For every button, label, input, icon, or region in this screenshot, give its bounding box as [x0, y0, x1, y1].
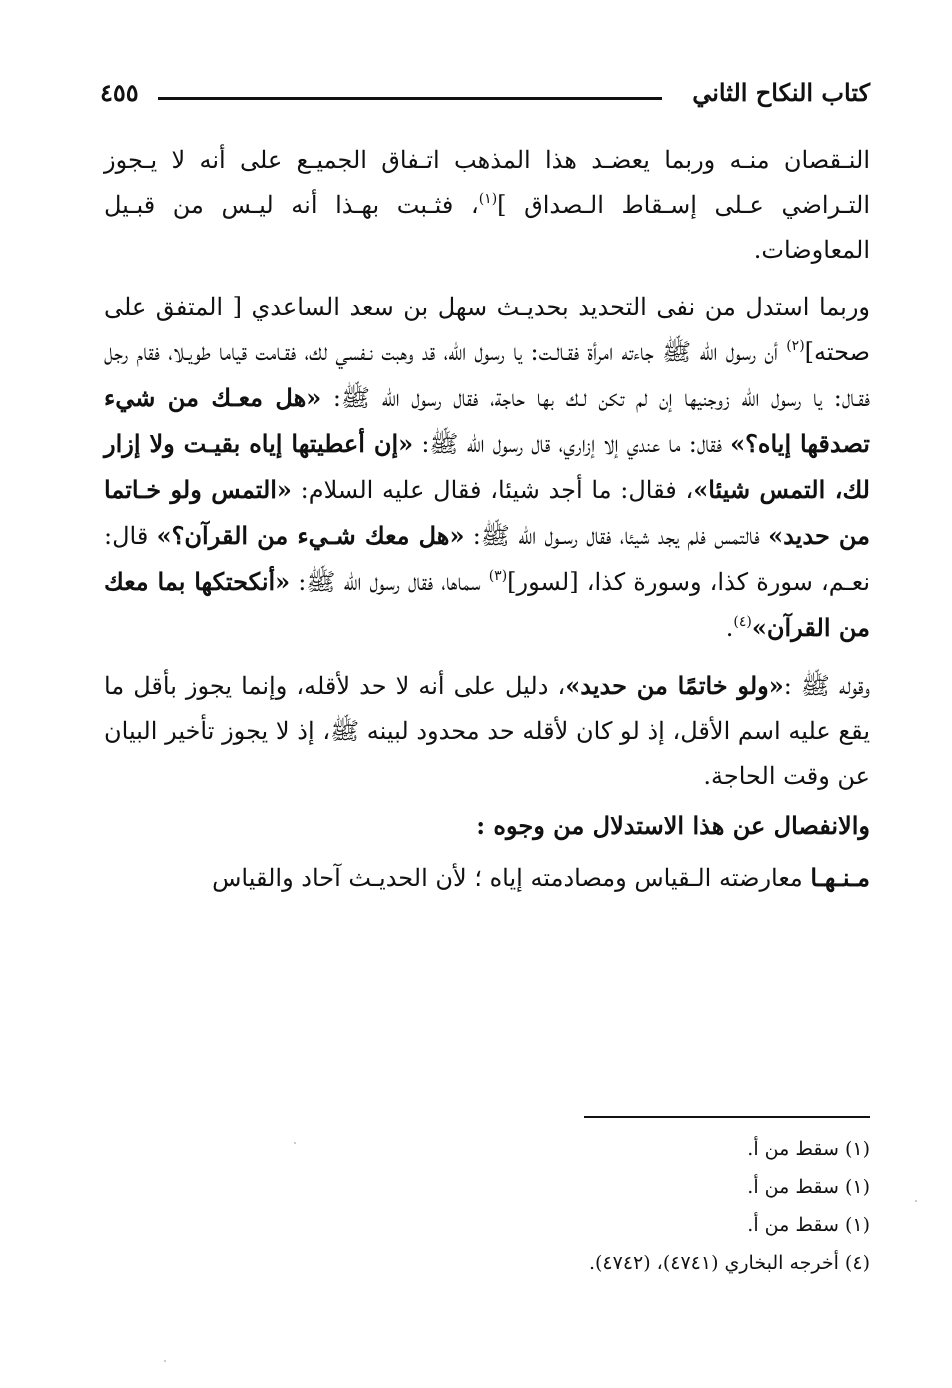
hadith-quote: «هل معـك من شيء تصدقها إياه؟»: [104, 383, 870, 458]
scan-speck: [294, 1142, 296, 1144]
footnotes: [270, 1130, 870, 1282]
page-header: [100, 74, 870, 120]
hadith-quote: «أنكحتكها بما معك من القرآن»: [104, 567, 870, 642]
hadith-quote: «هل معك شـيء من القرآن؟»: [156, 521, 465, 550]
paragraph-2: وربما استدل من نفى التحديد بحديـث سهل بن سعد الساعدي [ المتفق على صحته]$^{(٢)}$ أن رسول الله ﷺ جاءته امرأة فقـالـت: يا رسول الله، قد وهبت نـفسي لك، فقـامت قياما طويـلا، فقام رجل فقـال: يا رسول الله زوجنيها إن لم تكن لـك بها حاجة، فقال رسول الله ﷺ: «هل معـك من شيء تصدقها إياه؟» فقال: ما عندي إلا إزاري، قال رسول الله ﷺ: «إن أعطيتها إياه بقيـت ولا إزار لك، التمس شيئا»، فقال: ما أجد شيئا، فقال عليه السلام: «التمس ولو خـاتما من حديد» فالتمس فلم يجد شيئا، فقال رسـول الله ﷺ: «هل معك شـيء من القرآن؟» قال: نعـم، سورة كذا، وسورة كذا، [لسور]$^{(٣)}$ سماها، فقال رسول الله ﷺ: «أنكحتكها بما معك من القرآن»$^{(٤)}$.: [104, 293, 870, 642]
scan-speck: [915, 1200, 917, 1202]
footnote: (١) سقط من أ.: [747, 1138, 870, 1160]
footnote: (٤) أخرجه البخاري (٤٧٤١)، (٤٧٤٢).: [588, 1252, 870, 1274]
scan-speck: [164, 1360, 166, 1362]
footnote-rule: [584, 1116, 870, 1118]
page-number: ٤٥٥: [100, 78, 139, 107]
paragraph-1: النـقصان منـه وربما يعضـد هذا المذهب اتـفاق الجميـع على أنه لا يـجوز التـراضي عـلى إسـقاط الـصداق ]$^{(١)}$، فثـبت بهـذا أنه ليـس من قبـيل المعاوضات.: [104, 146, 870, 264]
hadith-quote: «ولو خاتمًا من حديد»: [565, 671, 784, 700]
section-heading: والانفصال عن هذا الاستدلال من وجوه :: [476, 811, 870, 840]
footnote-ref-1: (١): [478, 191, 498, 207]
footnote-ref-3: (٣): [488, 568, 508, 584]
paragraph-5: مـنـهـا معارضته الـقياس ومصادمته إياه ؛ لأن الحديـث آحاد والقياس: [212, 863, 870, 892]
footnote-ref-4: (٤): [733, 614, 752, 630]
hadith-quote: «إن أعطيتها إياه بقيـت ولا إزار لك، التمس شيئا»: [104, 429, 870, 504]
header-rule: [158, 97, 662, 100]
footnote: (١) سقط من أ.: [747, 1176, 870, 1198]
hadith-quote: «التمس ولو خـاتما من حديد»: [104, 475, 870, 550]
main-text: [104, 138, 870, 901]
footnote-ref-2: (٢): [786, 338, 805, 354]
running-title: كتاب النكاح الثاني: [692, 78, 870, 107]
paragraph-3: وقوله ﷺ :«ولو خاتمًا من حديد»، دليل على أنه لا حد لأقله، وإنما يجوز بأقل ما يقع عليه اسم الأقل، إذ لو كان لأقله حد محدود لبينه ﷺ، إذ لا يجوز تأخير البيان عن وقت الحاجة.: [104, 671, 871, 790]
footnote: (١) سقط من أ.: [747, 1214, 870, 1236]
